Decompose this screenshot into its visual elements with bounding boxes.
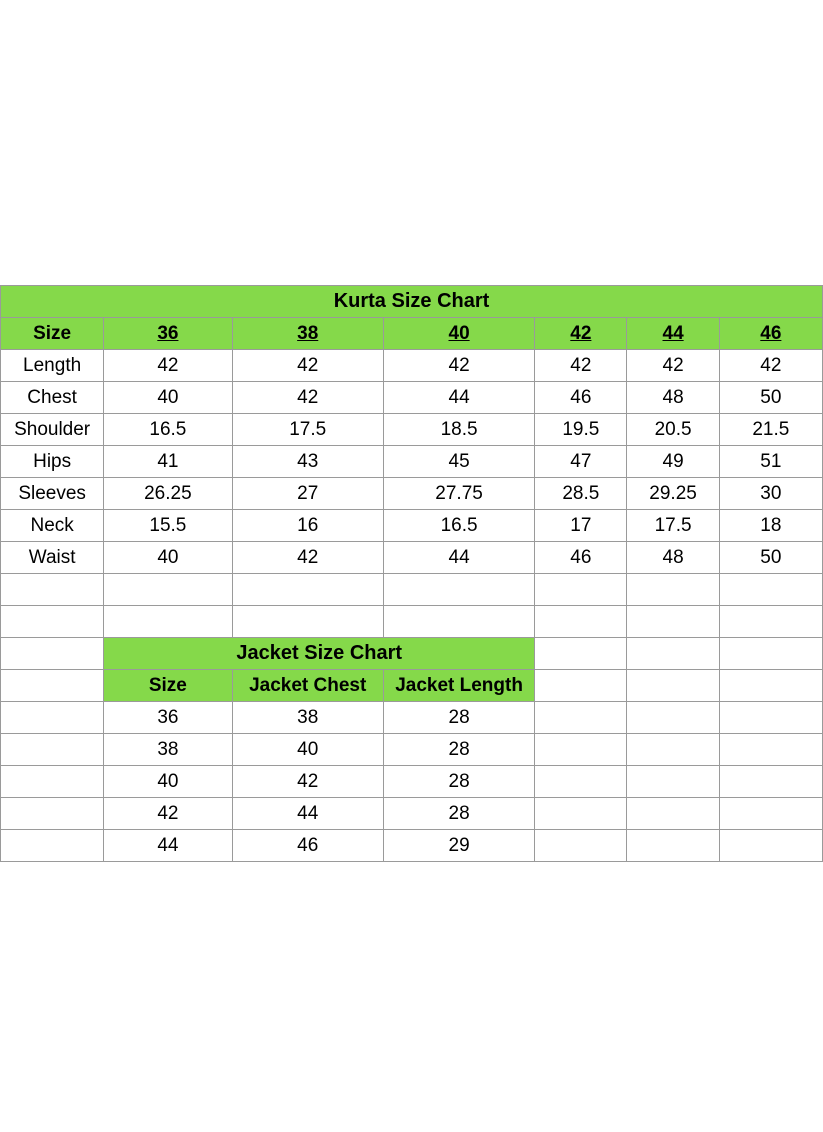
cell-neck-46: 18 xyxy=(719,510,822,542)
cell-shoulder-38: 17.5 xyxy=(232,414,383,446)
cell-shoulder-46: 21.5 xyxy=(719,414,822,446)
kurta-header-38: 38 xyxy=(232,318,383,350)
jacket-chest-4: 46 xyxy=(232,830,383,862)
kurta-header-36: 36 xyxy=(104,318,232,350)
cell-neck-36: 15.5 xyxy=(104,510,232,542)
jacket-header-length: Jacket Length xyxy=(383,670,534,702)
empty-cell xyxy=(1,830,104,862)
jacket-length-3: 28 xyxy=(383,798,534,830)
jacket-chest-3: 44 xyxy=(232,798,383,830)
table-row xyxy=(1,830,823,862)
jacket-title-row xyxy=(1,638,823,670)
cell-chest-36: 40 xyxy=(104,382,232,414)
row-label-shoulder: Shoulder xyxy=(1,414,104,446)
jacket-header-size: Size xyxy=(104,670,232,702)
table-row xyxy=(1,702,823,734)
jacket-chest-0: 38 xyxy=(232,702,383,734)
empty-cell xyxy=(1,574,104,606)
cell-neck-42: 17 xyxy=(535,510,627,542)
kurta-header-44: 44 xyxy=(627,318,719,350)
cell-neck-40: 16.5 xyxy=(383,510,534,542)
kurta-title-row xyxy=(1,286,823,318)
jacket-header-chest: Jacket Chest xyxy=(232,670,383,702)
empty-cell xyxy=(535,606,627,638)
cell-waist-44: 48 xyxy=(627,542,719,574)
table-row xyxy=(1,382,823,414)
jacket-length-1: 28 xyxy=(383,734,534,766)
empty-cell xyxy=(1,798,104,830)
empty-cell xyxy=(104,606,232,638)
empty-cell xyxy=(719,702,822,734)
table-row xyxy=(1,542,823,574)
kurta-header-46: 46 xyxy=(719,318,822,350)
cell-shoulder-40: 18.5 xyxy=(383,414,534,446)
empty-cell xyxy=(719,670,822,702)
empty-cell xyxy=(1,734,104,766)
jacket-size-2: 40 xyxy=(104,766,232,798)
empty-cell xyxy=(535,638,627,670)
jacket-length-4: 29 xyxy=(383,830,534,862)
kurta-header-40: 40 xyxy=(383,318,534,350)
table-row xyxy=(1,350,823,382)
jacket-chest-2: 42 xyxy=(232,766,383,798)
jacket-length-0: 28 xyxy=(383,702,534,734)
empty-cell xyxy=(719,574,822,606)
cell-waist-38: 42 xyxy=(232,542,383,574)
row-label-sleeves: Sleeves xyxy=(1,478,104,510)
empty-cell xyxy=(535,830,627,862)
cell-sleeves-46: 30 xyxy=(719,478,822,510)
kurta-header-row xyxy=(1,318,823,350)
cell-hips-46: 51 xyxy=(719,446,822,478)
jacket-size-0: 36 xyxy=(104,702,232,734)
empty-cell xyxy=(383,606,534,638)
empty-cell xyxy=(627,638,719,670)
cell-shoulder-36: 16.5 xyxy=(104,414,232,446)
jacket-size-1: 38 xyxy=(104,734,232,766)
cell-hips-40: 45 xyxy=(383,446,534,478)
row-label-chest: Chest xyxy=(1,382,104,414)
cell-length-42: 42 xyxy=(535,350,627,382)
cell-length-38: 42 xyxy=(232,350,383,382)
cell-hips-42: 47 xyxy=(535,446,627,478)
cell-chest-42: 46 xyxy=(535,382,627,414)
empty-cell xyxy=(535,766,627,798)
cell-hips-36: 41 xyxy=(104,446,232,478)
empty-cell xyxy=(627,766,719,798)
jacket-chest-1: 40 xyxy=(232,734,383,766)
kurta-title: Kurta Size Chart xyxy=(1,286,823,318)
jacket-size-4: 44 xyxy=(104,830,232,862)
empty-cell xyxy=(719,638,822,670)
cell-chest-44: 48 xyxy=(627,382,719,414)
cell-sleeves-44: 29.25 xyxy=(627,478,719,510)
table-row xyxy=(1,414,823,446)
empty-cell xyxy=(1,766,104,798)
cell-waist-40: 44 xyxy=(383,542,534,574)
table-row xyxy=(1,478,823,510)
cell-chest-46: 50 xyxy=(719,382,822,414)
empty-cell xyxy=(535,670,627,702)
cell-sleeves-40: 27.75 xyxy=(383,478,534,510)
table-row xyxy=(1,510,823,542)
kurta-header-42: 42 xyxy=(535,318,627,350)
cell-length-46: 42 xyxy=(719,350,822,382)
empty-cell xyxy=(1,638,104,670)
table-row xyxy=(1,734,823,766)
cell-sleeves-38: 27 xyxy=(232,478,383,510)
empty-cell xyxy=(719,766,822,798)
empty-cell xyxy=(383,574,534,606)
empty-cell xyxy=(719,734,822,766)
cell-length-36: 42 xyxy=(104,350,232,382)
empty-cell xyxy=(232,574,383,606)
empty-cell xyxy=(1,702,104,734)
empty-cell xyxy=(535,702,627,734)
cell-neck-44: 17.5 xyxy=(627,510,719,542)
empty-cell xyxy=(232,606,383,638)
empty-cell xyxy=(627,606,719,638)
empty-cell xyxy=(104,574,232,606)
empty-cell xyxy=(627,734,719,766)
row-label-length: Length xyxy=(1,350,104,382)
cell-chest-38: 42 xyxy=(232,382,383,414)
row-label-neck: Neck xyxy=(1,510,104,542)
empty-cell xyxy=(535,574,627,606)
empty-cell xyxy=(719,830,822,862)
empty-cell xyxy=(1,606,104,638)
cell-shoulder-44: 20.5 xyxy=(627,414,719,446)
empty-cell xyxy=(627,702,719,734)
jacket-title: Jacket Size Chart xyxy=(104,638,535,670)
cell-waist-36: 40 xyxy=(104,542,232,574)
cell-shoulder-42: 19.5 xyxy=(535,414,627,446)
empty-cell xyxy=(535,798,627,830)
kurta-header-size: Size xyxy=(1,318,104,350)
cell-neck-38: 16 xyxy=(232,510,383,542)
size-chart-sheet xyxy=(0,285,823,862)
row-label-waist: Waist xyxy=(1,542,104,574)
empty-cell xyxy=(719,606,822,638)
cell-hips-38: 43 xyxy=(232,446,383,478)
cell-waist-42: 46 xyxy=(535,542,627,574)
jacket-header-row xyxy=(1,670,823,702)
empty-cell xyxy=(627,830,719,862)
cell-sleeves-42: 28.5 xyxy=(535,478,627,510)
jacket-size-3: 42 xyxy=(104,798,232,830)
row-label-hips: Hips xyxy=(1,446,104,478)
jacket-length-2: 28 xyxy=(383,766,534,798)
table-row xyxy=(1,798,823,830)
empty-cell xyxy=(627,670,719,702)
spacer-row xyxy=(1,574,823,606)
cell-waist-46: 50 xyxy=(719,542,822,574)
empty-cell xyxy=(535,734,627,766)
spacer-row xyxy=(1,606,823,638)
empty-cell xyxy=(719,798,822,830)
table-row xyxy=(1,446,823,478)
cell-length-44: 42 xyxy=(627,350,719,382)
cell-length-40: 42 xyxy=(383,350,534,382)
size-chart-table xyxy=(0,285,823,862)
cell-chest-40: 44 xyxy=(383,382,534,414)
empty-cell xyxy=(627,574,719,606)
empty-cell xyxy=(627,798,719,830)
table-row xyxy=(1,766,823,798)
cell-hips-44: 49 xyxy=(627,446,719,478)
empty-cell xyxy=(1,670,104,702)
cell-sleeves-36: 26.25 xyxy=(104,478,232,510)
